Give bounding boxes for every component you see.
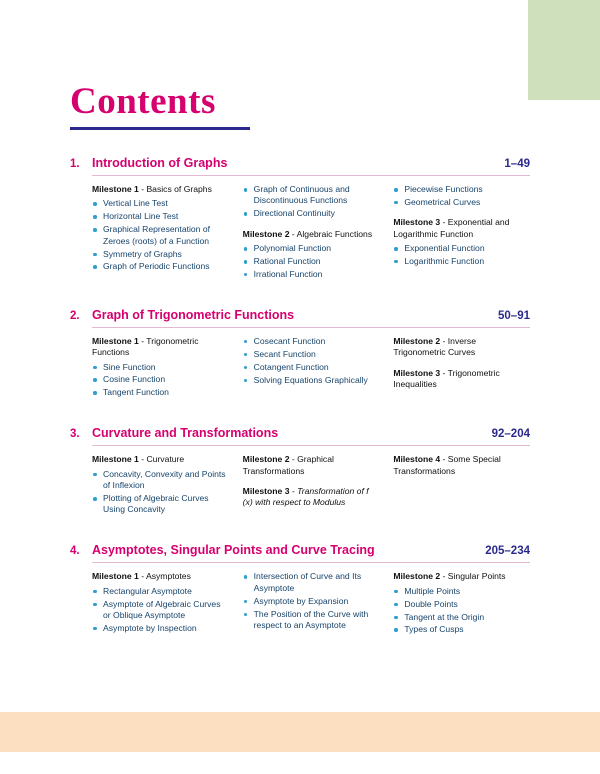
list-item[interactable]: Graph of Continuous and Discontinuous Functions (243, 184, 380, 207)
milestone-heading (393, 217, 530, 240)
topic-list (92, 469, 229, 516)
milestone-subtitle: - Trigonometric Functions (92, 335, 199, 358)
milestone-heading (393, 454, 530, 477)
list-item[interactable]: Exponential Function (393, 243, 530, 254)
chapter-column (393, 571, 530, 637)
list-item[interactable]: Sine Function (92, 362, 229, 373)
chapter-column (92, 336, 229, 400)
chapter-header[interactable] (70, 308, 530, 322)
chapter-entry[interactable] (70, 156, 530, 282)
decorative-white-strip (0, 752, 600, 774)
chapter-number: 2. (70, 309, 80, 322)
chapter-header[interactable] (70, 426, 530, 440)
chapter-column (243, 571, 380, 637)
milestone-heading (393, 368, 530, 391)
list-item[interactable]: Tangent at the Origin (393, 612, 530, 623)
milestone-label: Milestone 2 (393, 335, 441, 346)
chapter-columns (92, 336, 530, 400)
list-item[interactable]: Cosine Function (92, 374, 229, 385)
list-item[interactable]: Solving Equations Graphically (243, 375, 380, 386)
list-item[interactable]: Multiple Points (393, 586, 530, 597)
milestone-heading (92, 571, 229, 582)
list-item[interactable]: Polynomial Function (243, 243, 380, 254)
list-item[interactable]: Cosecant Function (243, 336, 380, 347)
milestone-label: Milestone 3 (242, 486, 290, 497)
milestone-subtitle: - Singular Points (440, 571, 506, 582)
milestone-subtitle: - Exponential and Logarithmic Function (393, 217, 510, 239)
chapter-page-range: 1–49 (504, 158, 530, 170)
list-item[interactable]: Secant Function (243, 349, 380, 360)
chapter-divider (92, 175, 530, 176)
milestone-label: Milestone 4 (393, 454, 441, 465)
chapter-columns (92, 571, 530, 637)
milestone-label: Milestone 3 (393, 217, 441, 228)
chapter-page-range: 50–91 (498, 309, 530, 322)
chapter-page-range: 92–204 (491, 428, 530, 441)
milestone-subtitle: - Some Special Transformations (393, 454, 501, 476)
chapter-header[interactable] (70, 543, 530, 557)
milestone-subtitle: - Algebraic Functions (289, 228, 373, 239)
chapter-number: 4. (70, 545, 80, 558)
milestone-heading (92, 454, 229, 465)
list-item[interactable]: Graphical Representation of Zeroes (roots) of a Function (92, 224, 229, 247)
chapter-columns (92, 454, 530, 517)
milestone-subtitle: - Inverse Trigonometric Curves (393, 335, 476, 358)
milestone-heading (243, 229, 380, 240)
list-item[interactable]: Asymptote by Inspection (92, 623, 229, 634)
decorative-green-block (528, 0, 600, 100)
topic-list (92, 198, 229, 273)
list-item[interactable]: Asymptote of Algebraic Curves or Oblique Asymptote (92, 599, 229, 622)
chapter-column (243, 336, 380, 400)
chapter-column (393, 336, 530, 400)
chapter-divider (92, 445, 530, 446)
chapter-header[interactable] (70, 156, 530, 170)
chapter-number: 1. (70, 158, 80, 170)
milestone-heading (243, 454, 380, 477)
topic-list (243, 336, 380, 386)
topic-list (92, 586, 229, 635)
milestone-label: Milestone 2 (393, 571, 441, 582)
milestone-heading (393, 571, 530, 582)
milestone-label: Milestone 1 (92, 184, 139, 194)
milestone-label: Milestone 3 (393, 367, 441, 378)
chapter-column (243, 184, 380, 282)
milestone-heading (243, 486, 380, 509)
chapter-title[interactable]: Curvature and Transformations (92, 426, 279, 441)
list-item[interactable]: The Position of the Curve with respect to an Asymptote (243, 609, 380, 632)
chapter-number: 3. (70, 428, 80, 441)
topic-list (393, 184, 530, 208)
list-item[interactable]: Symmetry of Graphs (92, 249, 229, 260)
topic-list (393, 586, 530, 636)
list-item[interactable]: Types of Cusps (393, 624, 530, 635)
list-item[interactable]: Irrational Function (243, 269, 380, 280)
chapter-page-range: 205–234 (485, 545, 530, 558)
title-underline (70, 127, 250, 130)
list-item[interactable]: Rectangular Asymptote (92, 586, 229, 597)
list-item[interactable]: Directional Continuity (243, 208, 380, 219)
milestone-heading (92, 336, 229, 359)
chapter-column (92, 184, 229, 282)
chapter-divider (92, 562, 530, 563)
list-item[interactable]: Intersection of Curve and Its Asymptote (243, 571, 380, 594)
list-item[interactable]: Plotting of Algebraic Curves Using Concavity (92, 493, 229, 516)
chapter-entry[interactable] (70, 543, 530, 637)
list-item[interactable]: Double Points (393, 599, 530, 610)
topic-list (393, 243, 530, 267)
topic-list (243, 571, 380, 631)
chapter-divider (92, 327, 530, 328)
list-item[interactable]: Vertical Line Test (92, 198, 229, 209)
list-item[interactable]: Horizontal Line Test (92, 211, 229, 222)
milestone-subtitle: - Transformation of f (x) with respect to Modulus (242, 486, 369, 508)
list-item[interactable]: Geometrical Curves (393, 197, 530, 208)
chapter-title[interactable]: Asymptotes, Singular Points and Curve Tracing (92, 543, 375, 558)
chapter-column (393, 184, 530, 282)
milestone-label: Milestone 1 (92, 454, 139, 465)
milestone-subtitle: - Trigonometric Inequalities (393, 367, 500, 389)
chapter-column (243, 454, 380, 517)
list-item[interactable]: Concavity, Convexity and Points of Inflexion (92, 469, 229, 492)
milestone-label: Milestone 2 (242, 454, 290, 465)
chapter-entry[interactable] (70, 426, 530, 517)
chapter-title[interactable]: Graph of Trigonometric Functions (92, 307, 295, 322)
milestone-label: Milestone 2 (242, 228, 290, 239)
list-item[interactable]: Asymptote by Expansion (243, 596, 380, 607)
milestone-subtitle: - Graphical Transformations (242, 454, 334, 476)
topic-list (243, 243, 380, 280)
milestone-subtitle: - Curvature (138, 454, 185, 465)
milestone-label: Milestone 1 (92, 571, 139, 582)
list-item[interactable]: Graph of Periodic Functions (92, 261, 229, 272)
chapter-title[interactable]: Introduction of Graphs (92, 156, 228, 170)
topic-list (243, 184, 380, 220)
milestone-heading (92, 184, 229, 195)
chapter-list (70, 156, 530, 637)
contents-body (70, 80, 530, 637)
page-title: Contents (70, 81, 216, 122)
list-item[interactable]: Rational Function (243, 256, 380, 267)
milestone-heading (393, 336, 530, 359)
milestone-subtitle: - Basics of Graphs (138, 184, 212, 194)
chapter-column (393, 454, 530, 517)
milestone-label: Milestone 1 (92, 335, 139, 346)
chapter-columns (92, 184, 530, 282)
chapter-column (92, 571, 229, 637)
chapter-column (92, 454, 229, 517)
list-item[interactable]: Tangent Function (92, 387, 229, 398)
topic-list (92, 362, 229, 399)
list-item[interactable]: Piecewise Functions (393, 184, 530, 195)
list-item[interactable]: Logarithmic Function (393, 256, 530, 267)
chapter-entry[interactable] (70, 308, 530, 400)
list-item[interactable]: Cotangent Function (243, 362, 380, 373)
milestone-subtitle: - Asymptotes (138, 571, 191, 582)
